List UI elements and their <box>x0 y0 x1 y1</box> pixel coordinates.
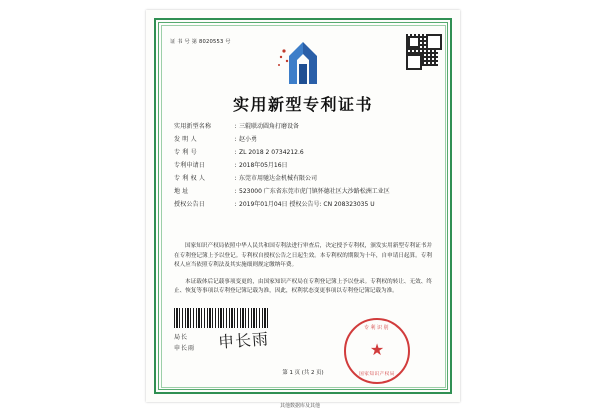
seal-top-text: 专利识别 <box>363 325 390 331</box>
field-value: 东莞市用驰达金机械有限公司 <box>239 175 318 182</box>
serial-number: 证 书 号 第 8020553 号 <box>170 39 231 45</box>
body-text <box>174 242 432 304</box>
field-row-patentee <box>174 174 432 184</box>
page-number: 第 1 页 (共 2 页) <box>282 370 324 376</box>
field-value: 2018年05月16日 <box>239 162 288 169</box>
field-value: 2019年01月04日 授权公告号: CN 208323035 U <box>239 201 375 208</box>
field-list <box>174 122 432 213</box>
signature-handwriting: 申长雨 <box>217 329 270 352</box>
page-title: 实用新型专利证书 <box>232 95 373 114</box>
field-row-application-date <box>174 161 432 171</box>
signature-title-line-2: 申长雨 <box>174 345 196 352</box>
field-label: 授权公告日 <box>174 201 206 208</box>
field-row-patent-number <box>174 148 432 158</box>
certificate-sheet <box>146 10 460 402</box>
field-label: 实用新型名称 <box>174 123 212 130</box>
field-colon: : <box>234 201 237 208</box>
field-colon: : <box>234 149 237 156</box>
field-value: 523000 广东省东莞市虎门镇怀德社区大沙路松洲工业区 <box>239 188 390 195</box>
field-colon: : <box>234 123 237 130</box>
field-label: 专 利 权 人 <box>174 175 206 182</box>
barcode-icon <box>174 308 270 328</box>
field-row-address <box>174 187 432 197</box>
field-value: ZL 2018 2 0734212.6 <box>239 149 304 156</box>
field-colon: : <box>234 136 237 143</box>
patent-office-emblem-icon <box>273 40 333 86</box>
qr-code-icon <box>406 34 438 66</box>
field-colon: : <box>234 162 237 169</box>
certificate-content <box>166 30 440 382</box>
field-label: 专 利 号 <box>174 149 197 156</box>
seal-star-icon: ★ <box>369 340 385 360</box>
field-label: 专利申请日 <box>174 162 206 169</box>
field-label: 发 明 人 <box>174 136 197 143</box>
body-paragraph-1: 国家知识产权局依照中华人民共和国专利法进行审查后，决定授予专利权，颁发实用新型专利证书并在专利登记簿上予以登记。专利权自授权公告之日起生效。本专利权的期限为十年，自申请日起算。专利权人应当依照专利法及其实施细则规定缴纳年费。 <box>174 243 432 269</box>
field-row-inventor <box>174 135 432 145</box>
signature-title-line-1: 局长 <box>174 334 189 341</box>
field-value: 三辊联动圆角打磨设备 <box>239 123 300 130</box>
seal-bottom-text: 国家知识产权局 <box>359 372 395 377</box>
field-colon: : <box>234 188 237 195</box>
body-paragraph-2: 本证载体后记载事项变更的，由国家知识产权局在专利登记簿上予以登录。专利权的转让、无效、终止、恢复等事项以专利登记簿记载为准，因此，权利状态变更事项以专利登记簿记载为准。 <box>174 278 432 295</box>
field-value: 赵小勇 <box>239 136 258 143</box>
field-row-grant-announcement <box>174 200 432 210</box>
signature-block <box>174 332 195 354</box>
field-label: 地 址 <box>174 188 189 195</box>
field-row-utility-model-name <box>174 122 432 132</box>
field-colon: : <box>234 175 237 182</box>
sheet-footnote: 其他数据库及其他 <box>279 403 320 409</box>
